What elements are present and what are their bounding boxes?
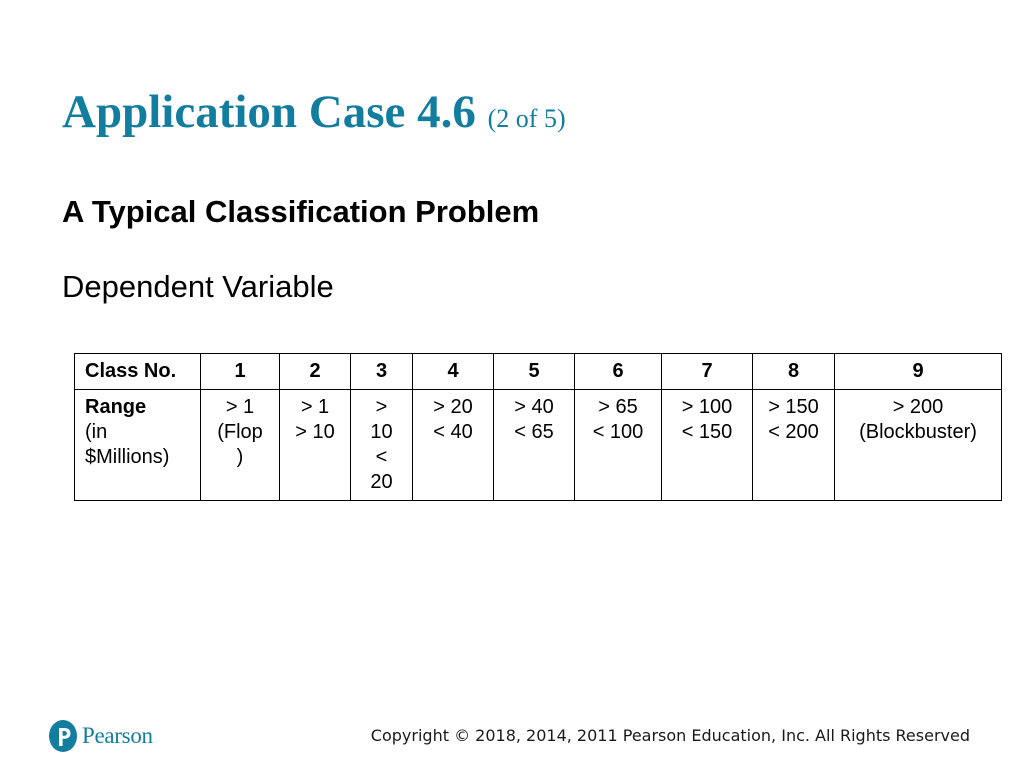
- header-cell-class-6: 6: [575, 354, 662, 390]
- classification-table: [74, 353, 1002, 501]
- range-cell-line: > 1: [300, 396, 330, 418]
- header-cell-class-8: 8: [753, 354, 835, 390]
- slide-title-main: Application Case 4.6: [62, 86, 476, 138]
- copyright-notice: Copyright © 2018, 2014, 2011 Pearson Education, Inc. All Rights Reserved: [370, 726, 970, 745]
- range-cell-class-8: [753, 390, 835, 501]
- range-cell-class-9: [835, 390, 1002, 501]
- section-heading: A Typical Classification Problem: [62, 194, 540, 229]
- range-label-cell: [75, 390, 201, 501]
- range-cell-line: > 150: [768, 396, 819, 418]
- header-cell-class-no: Class No.: [75, 354, 201, 390]
- range-cell-class-4: [413, 390, 494, 501]
- range-label-line: (in: [85, 421, 108, 443]
- slide-footer: [0, 712, 1024, 762]
- range-cell-line: >: [375, 396, 388, 418]
- range-cell-line: < 100: [592, 421, 644, 443]
- header-cell-class-3: 3: [351, 354, 413, 390]
- table-row-range: [75, 390, 1002, 501]
- range-cell-class-3: [351, 390, 413, 501]
- table-header-row: [75, 354, 1002, 390]
- header-cell-class-5: 5: [494, 354, 575, 390]
- range-cell-line: > 100: [681, 396, 733, 418]
- range-cell-line: < 65: [514, 421, 554, 443]
- header-cell-class-2: 2: [280, 354, 351, 390]
- range-cell-line: > 1: [225, 396, 255, 418]
- range-cell-line: > 65: [598, 396, 638, 418]
- range-cell-class-7: [662, 390, 753, 501]
- header-cell-class-9: 9: [835, 354, 1002, 390]
- header-cell-class-1: 1: [201, 354, 280, 390]
- pearson-logo-text: Pearson: [82, 723, 153, 748]
- header-cell-class-4: 4: [413, 354, 494, 390]
- pearson-logo: [49, 720, 153, 752]
- range-cell-line: < 200: [768, 421, 819, 443]
- range-cell-class-5: [494, 390, 575, 501]
- range-cell-line: (Flop: [217, 421, 263, 443]
- range-cell-line: 20: [370, 471, 393, 493]
- range-cell-class-1: [201, 390, 280, 501]
- slide-title-part: (2 of 5): [487, 104, 566, 133]
- range-cell-line: ): [236, 446, 244, 468]
- range-cell-class-6: [575, 390, 662, 501]
- section-subheading: Dependent Variable: [62, 269, 334, 304]
- range-cell-line: <: [375, 446, 388, 468]
- range-cell-line: > 40: [514, 396, 554, 418]
- range-cell-line: (Blockbuster): [859, 421, 977, 443]
- range-cell-line: > 10: [295, 421, 335, 443]
- pearson-logo-icon: [49, 720, 77, 752]
- range-cell-line: 10: [370, 421, 393, 443]
- range-cell-class-2: [280, 390, 351, 501]
- range-label-line: $Millions): [85, 446, 170, 468]
- range-cell-line: < 150: [681, 421, 733, 443]
- header-cell-class-7: 7: [662, 354, 753, 390]
- range-cell-line: > 200: [892, 396, 944, 418]
- range-cell-line: < 40: [433, 421, 473, 443]
- range-label-title: Range: [85, 396, 147, 418]
- range-cell-line: > 20: [433, 396, 473, 418]
- slide-title: [62, 84, 566, 147]
